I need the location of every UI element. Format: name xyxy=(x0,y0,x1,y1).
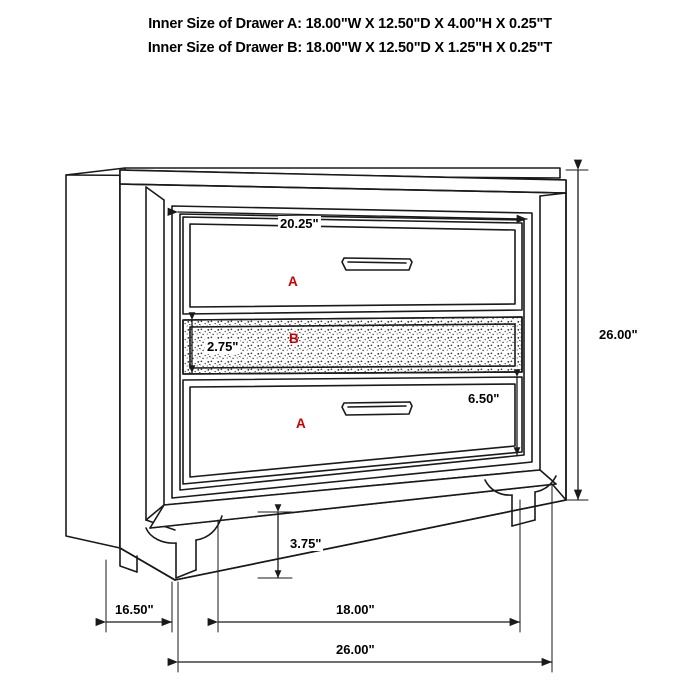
drawer-label-b: B xyxy=(289,331,299,346)
drawer-label-a-bottom: A xyxy=(296,416,306,431)
dim-drawer-b-height: 2.75" xyxy=(207,339,239,354)
dim-overall-height: 26.00" xyxy=(599,327,638,342)
dim-depth: 16.50" xyxy=(115,602,154,617)
drawer-label-a-top: A xyxy=(288,274,298,289)
dim-overall-width: 26.00" xyxy=(336,642,375,657)
dim-bottom-drawer-height: 6.50" xyxy=(468,391,500,406)
dim-front-width: 18.00" xyxy=(336,602,375,617)
dim-leg-height: 3.75" xyxy=(290,536,322,551)
header-line-drawer-b: Inner Size of Drawer B: 18.00"W X 12.50"D X 1.25"H X 0.25"T xyxy=(147,40,553,56)
dim-top-drawer-width: 20.25" xyxy=(280,216,319,231)
header-line-drawer-a: Inner Size of Drawer A: 18.00"W X 12.50"D X 4.00"H X 0.25"T xyxy=(148,16,552,32)
